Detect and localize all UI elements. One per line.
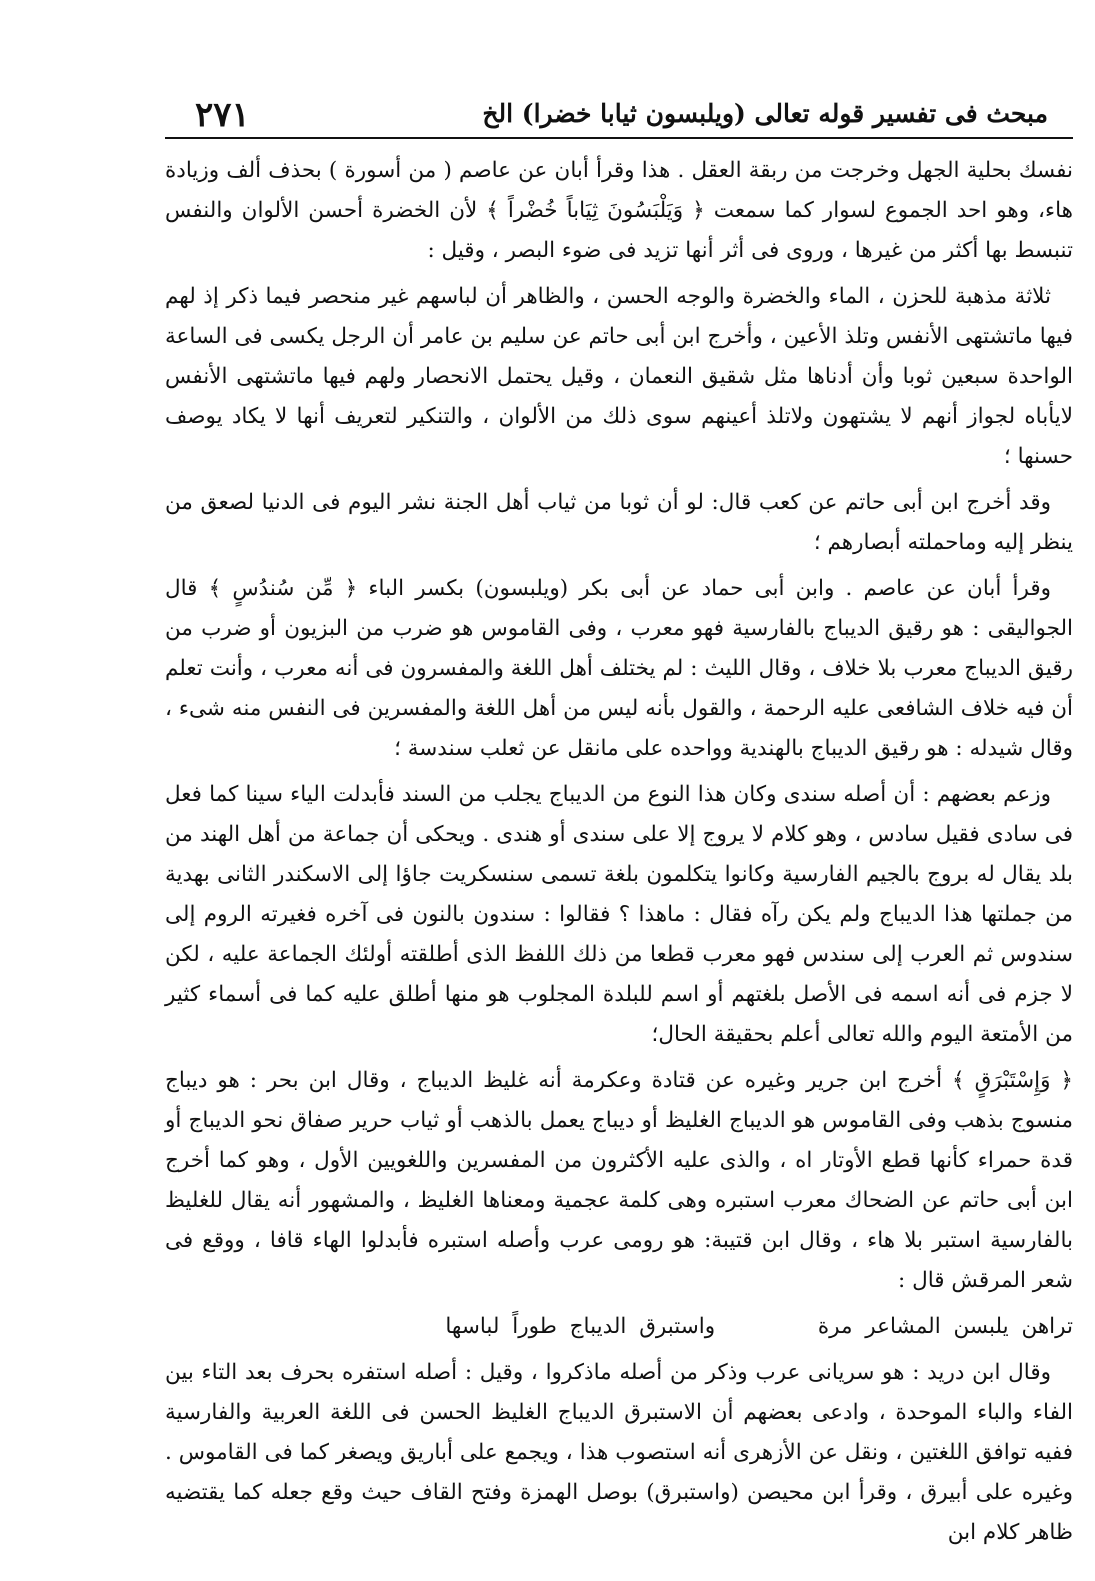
paragraph: وقد أخرج ابن أبى حاتم عن كعب قال: لو أن ثوبا من ثياب أهل الجنة نشر اليوم فى الدنيا لصعق من ينظر إليه وماحملته أبصارهم ؛ xyxy=(165,490,1073,555)
paragraph: وزعم بعضهم : أن أصله سندى وكان هذا النوع من الديباج يجلب من السند فأبدلت الياء سينا كما فعل فى سادى فقيل سادس ، وهو كلام لا يروج إلا على سندى أو هندى . ويحكى أن جماعة من أهل الهند من بلد يقال له بروج بالجيم الفارسية وكانوا يتكلمون بلغة تسمى سنسكريت جاؤا إلى الاسكندر الثانى بهدية من جملتها هذا الديباج ولم يكن رآه فقال : ماهذا ؟ فقالوا : سندون بالنون فى آخره فغيرته الروم إلى سندوس ثم العرب إلى سندس فهو معرب قطعا من ذلك اللفظ الذى أطلقته أولئك الجماعة عليه ، لكن لا جزم فى أنه اسمه فى الأصل بلغتهم أو اسم للبلدة المجلوب هو منها أطلق عليه كما فى أسماء كثير من الأمتعة اليوم والله تعالى أعلم بحقيقة الحال؛ xyxy=(165,782,1073,1047)
book-page xyxy=(165,95,1073,1559)
page-header xyxy=(165,95,1073,139)
paragraph: نفسك بحلية الجهل وخرجت من ربقة العقل . هذا وقرأ أبان عن عاصم ( من أسورة ) بحذف ألف وزيادة هاء، وهو احد الجموع لسوار كما سمعت ﴿ وَيَلْبَسُونَ ثِيَاباً خُضْراً ﴾ لأن الخضرة أحسن الألوان والنفس تنبسط بها أكثر من غيرها ، وروى فى أثر أنها تزيد فى ضوء البصر ، وقيل : xyxy=(165,158,1073,263)
page-number: ٢٧١ xyxy=(195,95,250,135)
poetry-verse xyxy=(165,1307,1073,1347)
paragraph: وقرأ أبان عن عاصم . وابن أبى حماد عن أبى بكر (ويلبسون) بكسر الباء ﴿ مِّن سُندُسٍ ﴾ قال الجواليقى : هو رقيق الديباج بالفارسية فهو معرب ، وفى القاموس هو ضرب من البزيون أو ضرب من رقيق الديباج معرب بلا خلاف ، وقال الليث : لم يختلف أهل اللغة والمفسرون فى أنه معرب ، وأنت تعلم أن فيه خلاف الشافعى عليه الرحمة ، والقول بأنه ليس من أهل اللغة والمفسرين فى النفس منه شىء ، وقال شيدله : هو رقيق الديباج بالهندية وواحده على مانقل عن ثعلب سندسة ؛ xyxy=(165,576,1073,761)
paragraph: ثلاثة مذهبة للحزن ، الماء والخضرة والوجه الحسن ، والظاهر أن لباسهم غير منحصر فيما ذكر إذ لهم فيها ماتشتهى الأنفس وتلذ الأعين ، وأخرج ابن أبى حاتم عن سليم بن عامر أن الرجل يكسى فى الساعة الواحدة سبعين ثوبا وأن أدناها مثل شقيق النعمان ، وقيل يحتمل الانحصار ولهم فيها ماتشتهى الأنفس لايأباه لجواز أنهم لا يشتهون ولاتلذ أعينهم سوى ذلك من الألوان ، والتنكير لتعريف أنها لا يكاد يوصف حسنها ؛ xyxy=(165,284,1073,469)
paragraph: ﴿ وَإِسْتَبْرَقٍ ﴾ أخرج ابن جرير وغيره عن قتادة وعكرمة أنه غليظ الديباج ، وقال ابن بحر : هو ديباج منسوج بذهب وفى القاموس هو الديباج الغليظ أو ديباج يعمل بالذهب أو ثياب حرير صفاق نحو الديباج أو قدة حمراء كأنها قطع الأوتار اه ، والذى عليه الأكثرون من المفسرين واللغويين الأول ، وهو كما أخرج ابن أبى حاتم عن الضحاك معرب استبره وهى كلمة عجمية ومعناها الغليظ ، والمشهور أنه يقال للغليظ بالفارسية استبر بلا هاء ، وقال ابن قتيبة: هو رومى عرب وأصله استبره فأبدلوا الهاء قافا ، ووقع فى شعر المرقش قال : xyxy=(165,1068,1073,1293)
body-text xyxy=(165,139,1073,1553)
running-title: مبحث فى تفسير قوله تعالى (ويلبسون ثيابا خضرا) الخ xyxy=(482,99,1048,128)
paragraph: وقال ابن دريد : هو سريانى عرب وذكر من أصله ماذكروا ، وقيل : أصله استفره بحرف بعد التاء بين الفاء والباء الموحدة ، وادعى بعضهم أن الاستبرق الديباج الغليظ الحسن فى اللغة العربية والفارسية ففيه توافق اللغتين ، ونقل عن الأزهرى أنه استصوب هذا ، ويجمع على أباريق ويصغر كما فى القاموس . وغيره على أبيرق ، وقرأ ابن محيصن (واستبرق) بوصل الهمزة وفتح القاف حيث وقع جعله كما يقتضيه ظاهر كلام ابن xyxy=(165,1360,1073,1545)
verse-second-half: واستبرق الديباج طوراً لباسها xyxy=(445,1314,716,1339)
verse-first-half: تراهن يلبسن المشاعر مرة xyxy=(817,1314,1073,1339)
